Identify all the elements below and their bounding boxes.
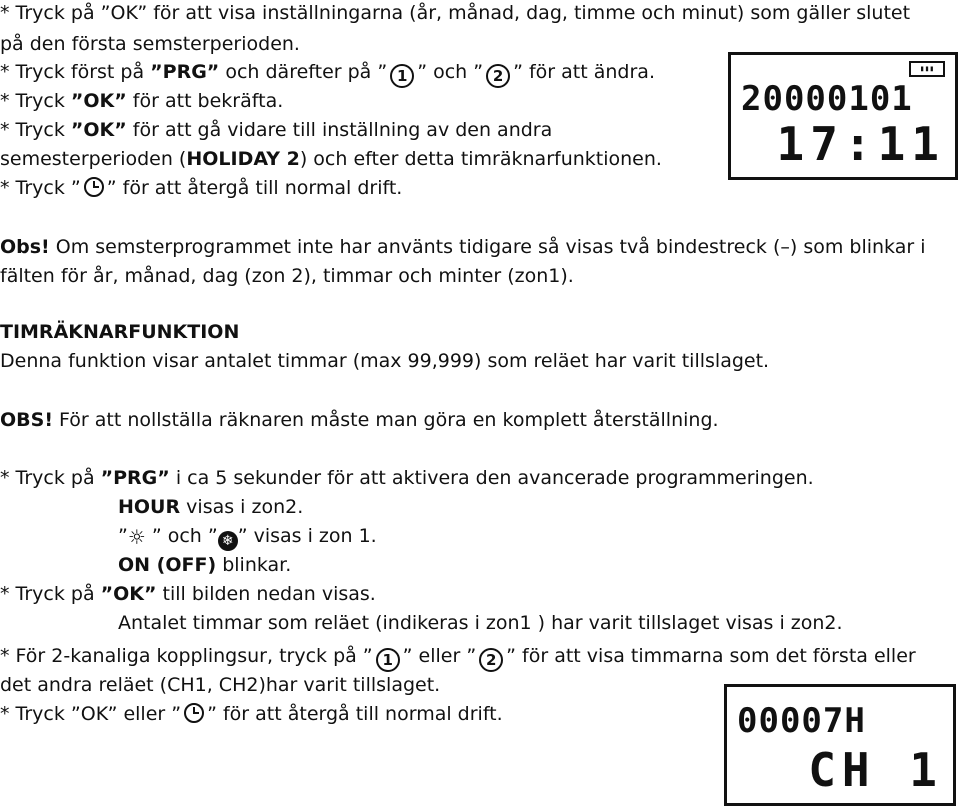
key-ok: ”OK” xyxy=(100,583,157,605)
obs-label: OBS! xyxy=(0,409,53,431)
text-span: visas i zon2. xyxy=(180,496,304,518)
text-line: Antalet timmar som reläet (indikeras i zon1 ) har varit tillslaget visas i zon2. xyxy=(118,612,843,634)
text-line xyxy=(0,176,402,200)
text-span: för att gå vidare till inställning av den andra xyxy=(126,119,553,141)
key-ok: ”OK” xyxy=(70,119,127,141)
text-span: ” xyxy=(118,525,128,547)
text-span: * För 2-kanaliga kopplingsur, tryck på ” xyxy=(0,645,373,667)
text-span: ” för att visa timmarna som det första eller xyxy=(506,645,916,667)
text-span: * Tryck på xyxy=(0,467,101,489)
key-prg: ”PRG” xyxy=(150,61,220,83)
channel-1-icon: 1 xyxy=(376,648,400,672)
text-span: ” för att återgå till normal drift. xyxy=(207,703,503,725)
text-line: Denna funktion visar antalet timmar (max 99,999) som reläet har varit tillslaget. xyxy=(0,350,770,372)
text-span: och därefter på ” xyxy=(219,61,388,83)
text-span: * Tryck först på xyxy=(0,61,151,83)
text-line: på den första semsterperioden. xyxy=(0,33,300,55)
obs-label: Obs! xyxy=(0,236,50,258)
text-line xyxy=(0,466,814,490)
text-span: * Tryck ”OK” eller ” xyxy=(0,703,182,725)
text-span: * Tryck xyxy=(0,119,71,141)
text-line xyxy=(0,89,283,113)
text-span: ) och efter detta timräknarfunktionen. xyxy=(299,148,662,170)
lcd-display-date-time xyxy=(728,52,958,180)
key-ok: ”OK” xyxy=(70,90,127,112)
text-span: till bilden nedan visas. xyxy=(156,583,376,605)
key-prg: ”PRG” xyxy=(100,467,170,489)
text-line xyxy=(0,235,926,259)
battery-icon: ▮▮▮ xyxy=(909,61,945,77)
text-span: ” visas i zon 1. xyxy=(237,525,377,547)
text-line xyxy=(0,60,655,88)
on-off-label: ON (OFF) xyxy=(118,554,217,576)
text-line xyxy=(118,524,377,551)
text-span: för att bekräfta. xyxy=(126,90,284,112)
text-span: * Tryck xyxy=(0,90,71,112)
text-line xyxy=(0,702,503,726)
lcd-hours: 00007H xyxy=(737,701,866,741)
text-line xyxy=(0,408,719,432)
text-line xyxy=(0,118,552,142)
lcd-time: 17:11 xyxy=(776,117,945,171)
text-line xyxy=(118,495,303,519)
channel-1-icon: 1 xyxy=(390,64,414,88)
text-span: ” och ” xyxy=(145,525,218,547)
text-line: fälten för år, månad, dag (zon 2), timmar och minter (zon1). xyxy=(0,265,574,287)
text-span: * Tryck ” xyxy=(0,177,81,199)
text-line: det andra reläet (CH1, CH2)har varit tillslaget. xyxy=(0,674,441,696)
text-span: ” för att ändra. xyxy=(513,61,655,83)
text-span: blinkar. xyxy=(216,554,292,576)
hour-label: HOUR xyxy=(118,496,181,518)
text-span: * Tryck på xyxy=(0,583,101,605)
text-line xyxy=(118,553,291,577)
section-heading: TIMRÄKNARFUNKTION xyxy=(0,321,240,343)
clock-icon xyxy=(184,703,204,723)
text-span: ” för att återgå till normal drift. xyxy=(106,177,403,199)
text-span: För att nollställa räknaren måste man göra en komplett återställning. xyxy=(52,409,719,431)
channel-2-icon: 2 xyxy=(486,64,510,88)
lcd-date: 20000101 xyxy=(741,79,913,119)
text-span: Om semsterprogrammet inte har använts tidigare så visas två bindestreck (–) som blinkar i xyxy=(49,236,926,258)
channel-2-icon: 2 xyxy=(479,648,503,672)
text-line: * Tryck på ”OK” för att visa inställningarna (år, månad, dag, timme och minut) som gäller slutet xyxy=(0,2,911,24)
lcd-channel: CH 1 xyxy=(808,743,943,797)
clock-icon xyxy=(84,177,104,197)
holiday-label: HOLIDAY 2 xyxy=(186,148,300,170)
lcd-display-hour-counter xyxy=(724,684,956,806)
text-line xyxy=(0,147,662,171)
text-line xyxy=(0,644,916,672)
text-span: ” eller ” xyxy=(402,645,477,667)
sun-icon: ☼ xyxy=(127,525,146,549)
snowflake-icon: ❄ xyxy=(218,531,238,551)
text-span: ” och ” xyxy=(417,61,484,83)
text-line xyxy=(0,582,376,606)
text-span: semesterperioden ( xyxy=(0,148,187,170)
text-span: i ca 5 sekunder för att aktivera den avancerade programmeringen. xyxy=(169,467,814,489)
